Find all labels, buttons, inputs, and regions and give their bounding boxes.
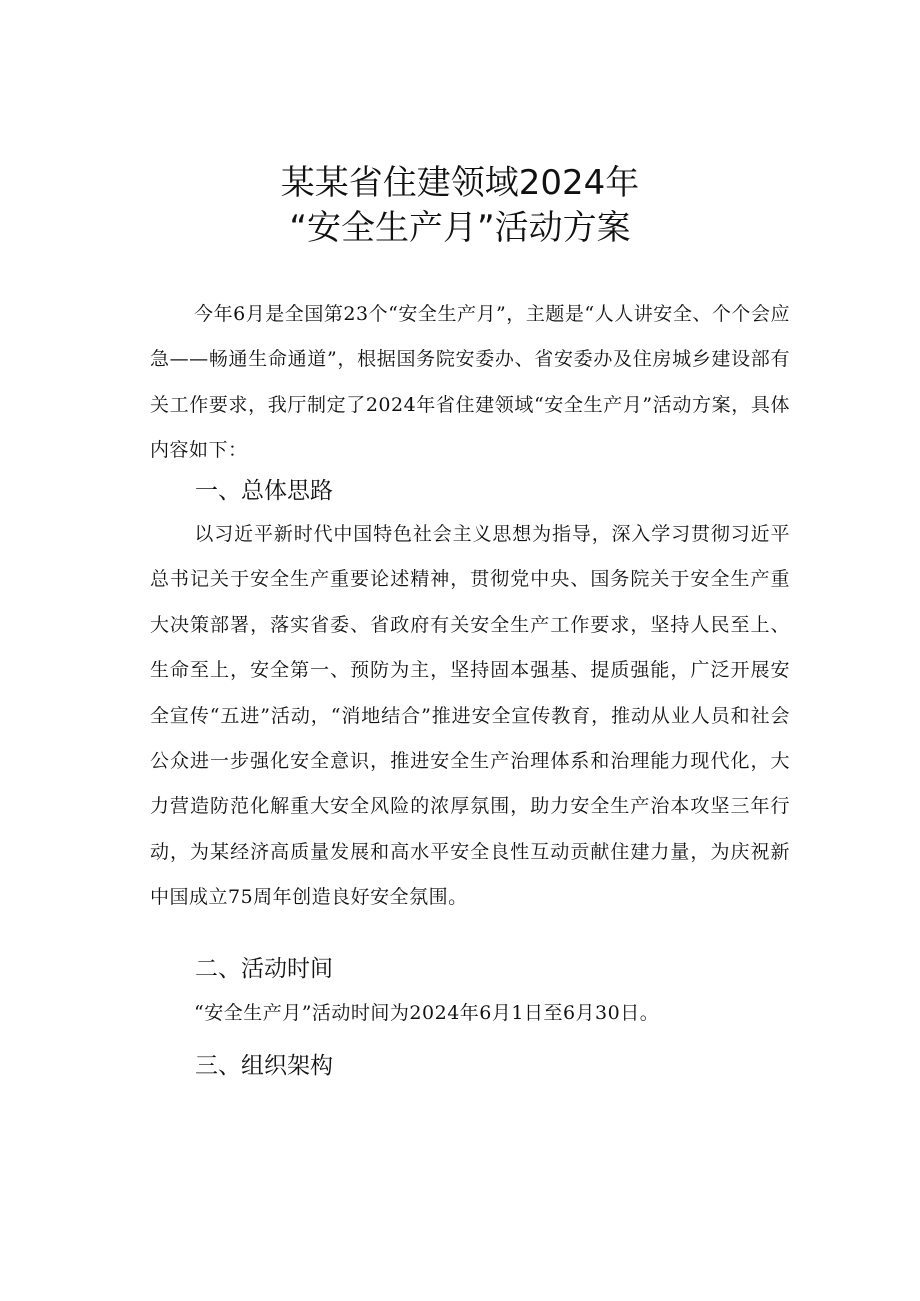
section-heading-3: 三、组织架构: [195, 1053, 333, 1079]
section-1-text: 以习近平新时代中国特色社会主义思想为指导，深入学习贯彻习近平总书记关于安全生产重要论述精神，贯彻党中央、国务院关于安全生产重大决策部署，落实省委、省政府有关安全生产工作要求，坚持人民至上、生命至上，安全第一、预防为主，坚持固本强基、提质强能，广泛开展安全宣传“五进”活动，“消地结合”推进安全宣传教育，推动从业人员和社会公众进一步强化安全意识，推进安全生产治理体系和治理能力现代化，大力营造防范化解重大安全风险的浓厚氛围，助力安全生产治本攻坚三年行动，为某经济高质量发展和高水平安全良性互动贡献住建力量，为庆祝新中国成立75周年创造良好安全氛围。: [150, 523, 790, 909]
section-1-paragraph: [150, 512, 790, 921]
intro-paragraph: [150, 292, 790, 474]
section-2-text: “安全生产月”活动时间为2024年6月1日至6月30日。: [194, 1002, 660, 1024]
document-title-line-1: 某某省住建领域2024年: [280, 163, 640, 203]
intro-text: 今年6月是全国第23个“安全生产月”，主题是“人人讲安全、个个会应急——畅通生命通道”，根据国务院安委办、省安委办及住房城乡建设部有关工作要求，我厅制定了2024年省住建领域“安全生产月”活动方案，具体内容如下：: [150, 303, 790, 462]
section-heading-2: 二、活动时间: [195, 956, 333, 982]
section-heading-1: 一、总体思路: [195, 478, 333, 504]
document-title-line-2: “安全生产月”活动方案: [289, 208, 631, 248]
section-2-paragraph: [150, 991, 790, 1036]
